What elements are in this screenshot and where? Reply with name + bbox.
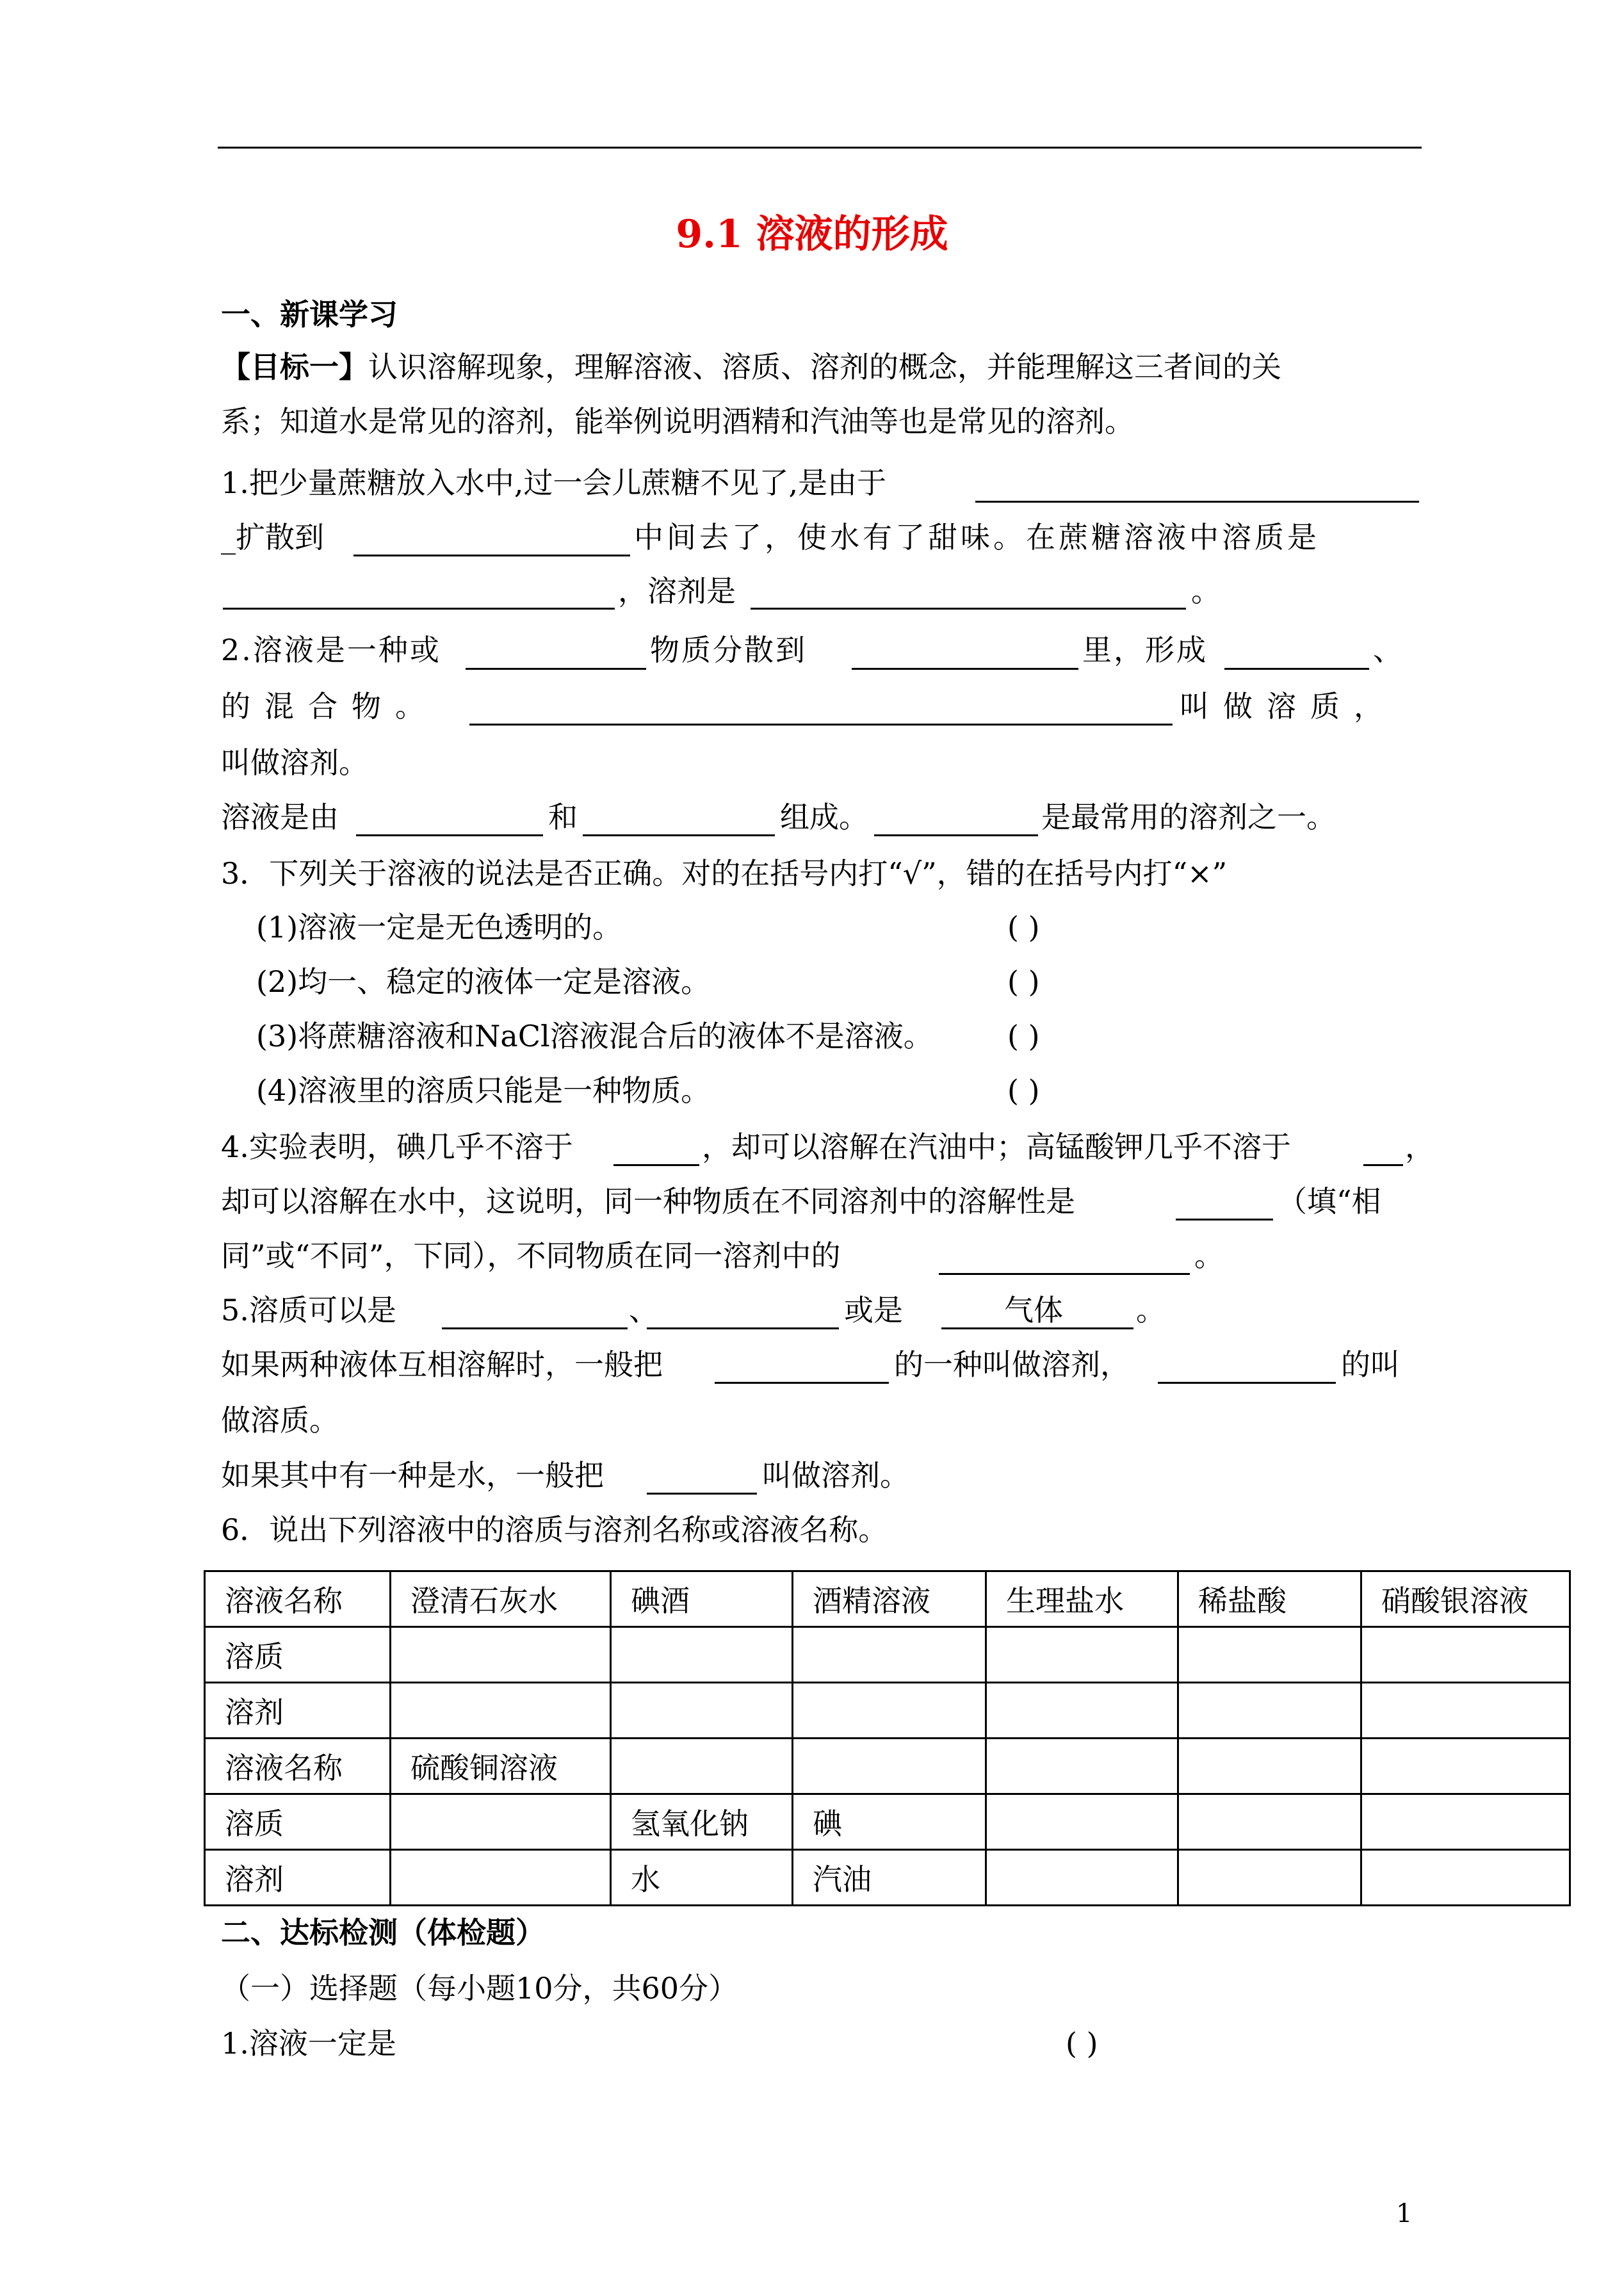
q3-item-2: (2)均一、稳定的液体一定是溶液。 — [256, 964, 711, 999]
q1-blank-2[interactable] — [353, 555, 630, 556]
table-cell[interactable] — [1361, 1794, 1570, 1850]
q2-text-b: 物质分散到 — [650, 633, 807, 667]
table-header-cell: 溶质 — [205, 1794, 391, 1850]
q2-line4-a: 溶液是由 — [221, 800, 339, 834]
q2-blank-1[interactable] — [466, 668, 646, 670]
q1-text-c: 中间去了，使水有了甜味。在蔗糖溶液中溶质是 — [634, 520, 1320, 555]
q2-line4-c: 组成。 — [780, 800, 868, 834]
table-row — [205, 1794, 1570, 1850]
table-header-cell: 澄清石灰水 — [391, 1571, 611, 1627]
goal-line-1 — [221, 352, 1418, 382]
table-row — [205, 1627, 1570, 1683]
table-cell[interactable] — [1178, 1739, 1361, 1794]
q2-line3: 叫做溶剂。 — [221, 745, 368, 780]
page-number: 1 — [1396, 2199, 1413, 2228]
table-cell: 硫酸铜溶液 — [391, 1739, 611, 1794]
section-heading-new-lesson: 一、新课学习 — [221, 297, 398, 332]
table-cell: 氢氧化钠 — [611, 1794, 793, 1850]
q1-blank-1[interactable] — [975, 501, 1419, 503]
goal-label: 【目标一】 — [221, 350, 368, 384]
page-title: 9.1 溶液的形成 — [676, 212, 948, 257]
table-cell[interactable] — [1178, 1683, 1361, 1739]
q5-blank-1[interactable] — [442, 1327, 628, 1329]
table-cell[interactable] — [1361, 1627, 1570, 1683]
q2-blank-5[interactable] — [356, 834, 543, 836]
q2-text-c: 里，形成 — [1082, 633, 1208, 667]
q5-blank-4[interactable] — [715, 1382, 889, 1384]
table-row — [205, 1739, 1570, 1794]
table-cell[interactable] — [1178, 1794, 1361, 1850]
q2-blank-2[interactable] — [852, 668, 1078, 670]
q2-blank-3[interactable] — [1224, 668, 1369, 670]
q1-text-a: 1.把少量蔗糖放入水中,过一会儿蔗糖不见了,是由于 — [221, 466, 887, 500]
table-header-cell: 生理盐水 — [986, 1571, 1178, 1627]
table-cell[interactable] — [986, 1627, 1178, 1683]
q5-line2-c: 的叫 — [1341, 1347, 1400, 1382]
table-cell[interactable] — [611, 1683, 793, 1739]
q5-blank-6[interactable] — [647, 1493, 757, 1495]
mc1-stem: 1.溶液一定是 — [221, 2026, 396, 2061]
q5-blank-3[interactable] — [941, 1327, 1133, 1329]
q2-line2-end: 叫做溶质， — [1180, 689, 1397, 724]
table-cell[interactable] — [986, 1739, 1178, 1794]
q5-line3: 做溶质。 — [221, 1403, 339, 1438]
table-cell: 汽油 — [793, 1850, 986, 1906]
mc1-bracket[interactable]: ( ) — [1066, 2026, 1098, 2061]
q4-line1-b: ，却可以溶解在汽油中；高锰酸钾几乎不溶于 — [702, 1130, 1291, 1164]
table-cell[interactable] — [391, 1850, 611, 1906]
q2-line4-b: 和 — [548, 800, 578, 834]
q4-line2-b: （填“相 — [1278, 1184, 1381, 1219]
q3-bracket-2[interactable]: ( ) — [1007, 964, 1040, 999]
q4-blank-4[interactable] — [939, 1273, 1190, 1275]
table-row — [205, 1683, 1570, 1739]
goal-text-1: 认识溶解现象，理解溶液、溶质、溶剂的概念，并能理解这三者间的关 — [368, 350, 1281, 384]
q3-bracket-4[interactable]: ( ) — [1007, 1073, 1040, 1108]
q5-line1-c: 或是 — [844, 1293, 903, 1327]
table-cell[interactable] — [793, 1739, 986, 1794]
table-cell[interactable] — [611, 1739, 793, 1794]
table-header-cell: 硝酸银溶液 — [1361, 1571, 1570, 1627]
table-cell: 水 — [611, 1850, 793, 1906]
q2-blank-6[interactable] — [583, 834, 775, 836]
q2-blank-7[interactable] — [874, 834, 1038, 836]
subsection-choice: （一）选择题（每小题10分，共60分） — [221, 1971, 738, 2006]
q1-text-d: ，溶剂是 — [618, 574, 736, 608]
table-cell[interactable] — [1178, 1627, 1361, 1683]
q3-item-4: (4)溶液里的溶质只能是一种物质。 — [256, 1073, 711, 1108]
q1-blank-4[interactable] — [751, 608, 1186, 610]
table-cell[interactable] — [986, 1683, 1178, 1739]
q4-line2-a: 却可以溶解在水中，这说明，同一种物质在不同溶剂中的溶解性是 — [221, 1184, 1075, 1219]
q6-stem: 6．说出下列溶液中的溶质与溶剂名称或溶液名称。 — [221, 1512, 888, 1547]
table-cell[interactable] — [1361, 1739, 1570, 1794]
q2-line4-d: 是最常用的溶剂之一。 — [1041, 800, 1336, 834]
q5-blank-5[interactable] — [1158, 1382, 1336, 1384]
table-cell[interactable] — [1361, 1683, 1570, 1739]
table-header-cell: 稀盐酸 — [1178, 1571, 1361, 1627]
table-header-cell: 溶液名称 — [205, 1571, 391, 1627]
q3-bracket-1[interactable]: ( ) — [1007, 910, 1040, 945]
q1-text-b: _扩散到 — [221, 520, 324, 555]
table-cell[interactable] — [611, 1627, 793, 1683]
table-cell[interactable] — [986, 1850, 1178, 1906]
q3-stem: 3．下列关于溶液的说法是否正确。对的在括号内打“√”，错的在括号内打“×” — [221, 856, 1228, 891]
table-cell[interactable] — [1361, 1850, 1570, 1906]
solution-table — [204, 1570, 1571, 1906]
table-header-cell: 溶剂 — [205, 1683, 391, 1739]
q5-line1-d: 。 — [1136, 1293, 1165, 1327]
table-cell[interactable] — [1178, 1850, 1361, 1906]
q3-bracket-3[interactable]: ( ) — [1007, 1019, 1040, 1053]
header-rule — [218, 147, 1422, 149]
q4-line3-b: 。 — [1194, 1238, 1224, 1273]
table-row — [205, 1850, 1570, 1906]
q2-text-d: 、 — [1373, 633, 1402, 667]
q5-answer-gas: 气体 — [1004, 1293, 1063, 1327]
q5-line1-a: 5.溶质可以是 — [221, 1293, 396, 1327]
q5-line4-a: 如果其中有一种是水，一般把 — [221, 1458, 604, 1493]
q2-blank-4[interactable] — [469, 724, 1173, 726]
goal-line-2: 系；知道水是常见的溶剂，能举例说明酒精和汽油等也是常见的溶剂。 — [221, 404, 1134, 439]
table-cell[interactable] — [793, 1683, 986, 1739]
q5-line2-b: 的一种叫做溶剂， — [894, 1347, 1130, 1382]
table-cell[interactable] — [986, 1794, 1178, 1850]
q4-line1-a: 4.实验表明，碘几乎不溶于 — [221, 1130, 573, 1164]
q4-line3-a: 同”或“不同”，下同），不同物质在同一溶剂中的 — [221, 1238, 841, 1273]
q3-item-3: (3)将蔗糖溶液和NaCl溶液混合后的液体不是溶液。 — [256, 1019, 933, 1053]
q5-line4-b: 叫做溶剂。 — [762, 1458, 909, 1493]
table-cell[interactable] — [391, 1794, 611, 1850]
q4-blank-1[interactable] — [613, 1164, 699, 1166]
table-cell[interactable] — [793, 1627, 986, 1683]
table-header-cell: 溶液名称 — [205, 1739, 391, 1794]
table-cell[interactable] — [391, 1627, 611, 1683]
q4-blank-2[interactable] — [1363, 1164, 1403, 1166]
q1-text-e: 。 — [1191, 574, 1221, 608]
table-header-cell: 溶剂 — [205, 1850, 391, 1906]
table-cell: 碘 — [793, 1794, 986, 1850]
q4-line1-c: ， — [1405, 1130, 1434, 1164]
q2-text-a: 2.溶液是一种或 — [221, 633, 441, 667]
table-cell[interactable] — [391, 1683, 611, 1739]
q1-blank-3[interactable] — [223, 608, 615, 610]
table-header-cell: 酒精溶液 — [793, 1571, 986, 1627]
table-header-cell: 碘酒 — [611, 1571, 793, 1627]
table-header-cell: 溶质 — [205, 1627, 391, 1683]
q5-blank-2[interactable] — [647, 1327, 839, 1329]
q2-line2-start: 的混合物。 — [221, 689, 439, 724]
q4-blank-3[interactable] — [1176, 1219, 1273, 1220]
q5-line1-b: 、 — [629, 1293, 658, 1327]
q3-item-1: (1)溶液一定是无色透明的。 — [256, 910, 622, 945]
table-row — [205, 1571, 1570, 1627]
q5-line2-a: 如果两种液体互相溶解时，一般把 — [221, 1347, 663, 1382]
section-heading-assessment: 二、达标检测（体检题） — [221, 1915, 545, 1950]
